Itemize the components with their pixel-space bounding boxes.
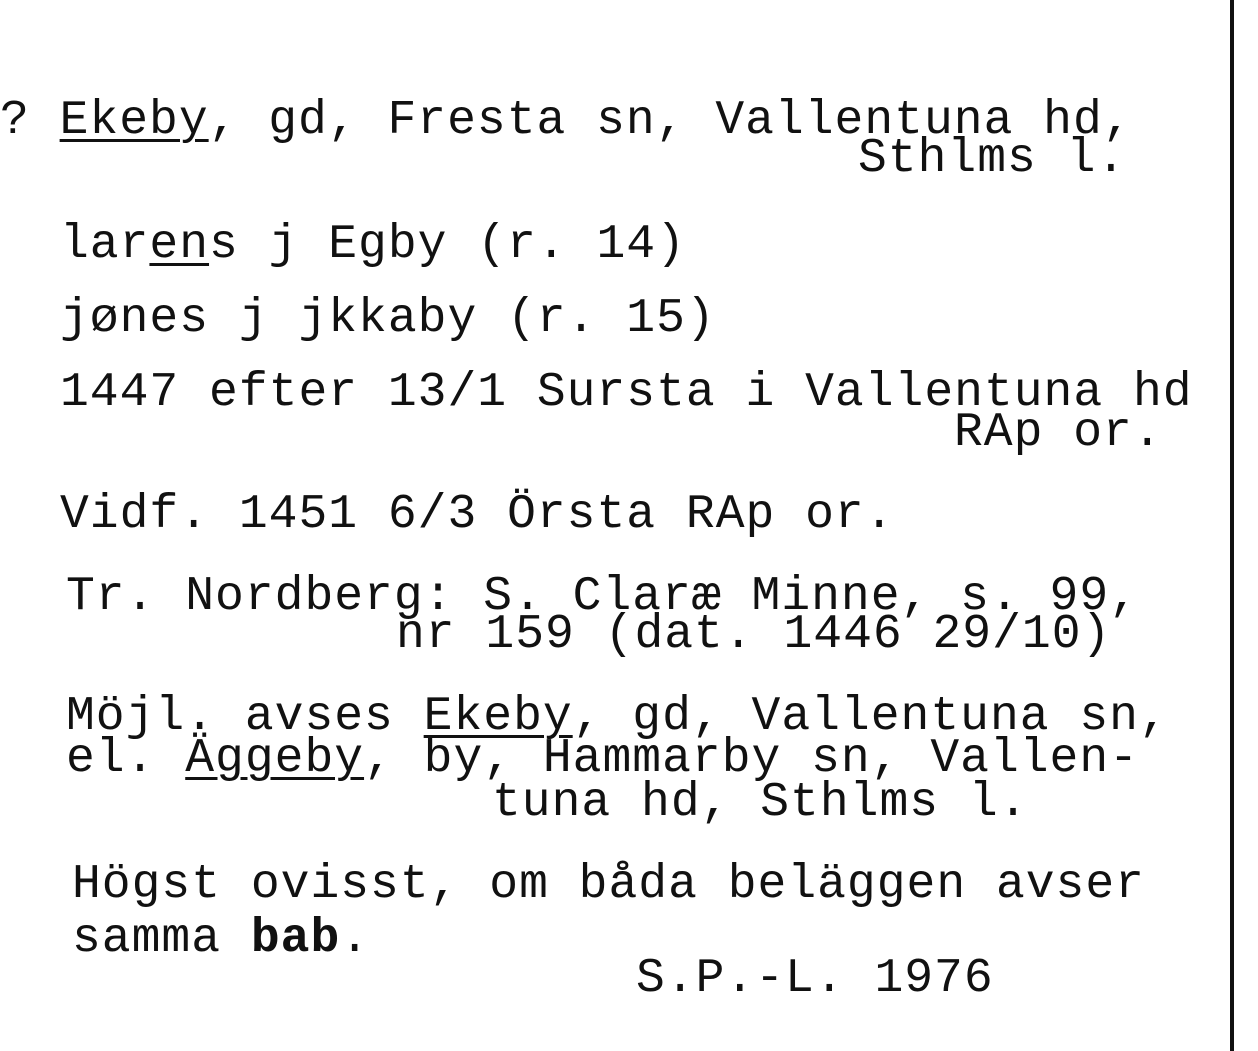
header-location: , gd, Fresta sn, Vallentuna hd, xyxy=(208,94,1133,148)
source-line-larens: larens j Egby (r. 14) xyxy=(60,218,686,272)
hogst-line-2: samma bab. xyxy=(72,912,371,966)
card-edge-line xyxy=(1230,0,1234,1051)
headword-ekeby: Ekeby xyxy=(59,94,209,148)
mojl-line-3: tuna hd, Sthlms l. xyxy=(492,776,1029,830)
tr-line-2: nr 159 (dat. 1446 29/10) xyxy=(396,608,1112,662)
source-line-jones: jønes j jkkaby (r. 15) xyxy=(60,292,716,346)
underlined-en: en xyxy=(149,218,210,272)
mojl-line-2: el. Äggeby, by, Hammarby sn, Vallen- xyxy=(66,732,1139,786)
uncertainty-mark: ? xyxy=(0,94,60,148)
bold-bab: bab xyxy=(250,912,341,966)
signature-date: S.P.-L. 1976 xyxy=(636,952,994,1006)
alt-name-aggeby: Äggeby xyxy=(185,732,365,786)
vidf-line: Vidf. 1451 6/3 Örsta RAp or. xyxy=(60,488,895,542)
entry-1447-line-2: RAp or. xyxy=(954,406,1163,460)
mojl-line-1: Möjl. avses Ekeby, gd, Vallentuna sn, xyxy=(66,690,1169,744)
header-line-2: Sthlms l. xyxy=(858,132,1127,186)
entry-1447-line-1: 1447 efter 13/1 Sursta i Vallentuna hd xyxy=(60,366,1193,420)
alt-name-ekeby: Ekeby xyxy=(423,690,573,744)
hogst-line-1: Högst ovisst, om båda beläggen avser xyxy=(72,858,1145,912)
tr-line-1: Tr. Nordberg: S. Claræ Minne, s. 99, xyxy=(66,570,1139,624)
